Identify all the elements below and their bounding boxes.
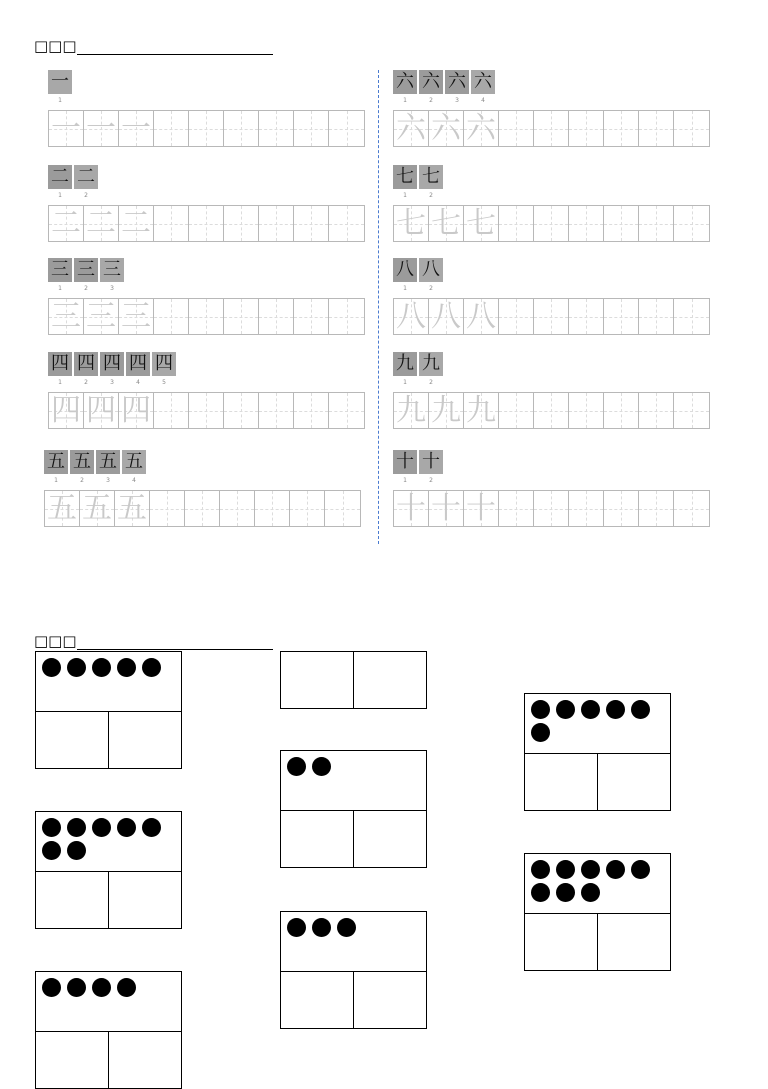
trace-character: 十: [431, 491, 461, 526]
trace-character: 五: [82, 491, 112, 526]
number-bond-box: [280, 651, 427, 709]
writing-cell[interactable]: [464, 111, 499, 146]
writing-cell[interactable]: [674, 111, 709, 146]
stroke-step: 二: [48, 165, 72, 189]
answer-cell[interactable]: [36, 712, 109, 768]
answer-row: [36, 712, 181, 768]
dot-area: [525, 694, 671, 754]
answer-cell[interactable]: [281, 652, 354, 708]
counting-dot: [117, 818, 136, 837]
writing-cell[interactable]: [499, 111, 534, 146]
counting-dot: [606, 700, 625, 719]
trace-character: 四: [51, 393, 81, 428]
writing-cell[interactable]: [294, 393, 329, 428]
writing-cell[interactable]: [394, 206, 429, 241]
trace-character: 一: [51, 111, 81, 146]
writing-cell[interactable]: [534, 299, 569, 334]
trace-character: 五: [47, 491, 77, 526]
stroke-order: [393, 352, 443, 376]
writing-cell[interactable]: [499, 393, 534, 428]
counting-dot: [67, 818, 86, 837]
stroke-step: 三: [100, 258, 124, 282]
counting-dot: [42, 818, 61, 837]
writing-cell[interactable]: [499, 299, 534, 334]
writing-cell[interactable]: [325, 491, 360, 526]
answer-row: [36, 1032, 181, 1088]
trace-character: 六: [431, 111, 461, 146]
stroke-step: 三: [48, 258, 72, 282]
stroke-number: 5: [162, 379, 166, 386]
writing-grid: [393, 110, 710, 147]
dot-area: [281, 912, 427, 972]
writing-cell[interactable]: [674, 491, 709, 526]
answer-cell[interactable]: [281, 972, 354, 1028]
writing-cell[interactable]: [429, 491, 464, 526]
writing-cell[interactable]: [464, 206, 499, 241]
number-bond-box: [524, 693, 671, 811]
writing-cell[interactable]: [84, 206, 119, 241]
stroke-number: 4: [481, 97, 485, 104]
trace-character: 五: [117, 491, 147, 526]
number-bond-box: [35, 971, 182, 1089]
writing-cell[interactable]: [429, 206, 464, 241]
writing-cell[interactable]: [569, 206, 604, 241]
counting-dot: [531, 883, 550, 902]
writing-cell[interactable]: [394, 111, 429, 146]
number-bond-box: [280, 911, 427, 1029]
stroke-number: 3: [455, 97, 459, 104]
writing-cell[interactable]: [329, 111, 364, 146]
writing-cell[interactable]: [255, 491, 290, 526]
counting-dot: [581, 883, 600, 902]
stroke-number: 1: [403, 477, 407, 484]
stroke-step: 六: [419, 70, 443, 94]
trace-character: 六: [396, 111, 426, 146]
answer-cell[interactable]: [525, 754, 598, 810]
stroke-order: [393, 450, 443, 474]
writing-cell[interactable]: [674, 393, 709, 428]
stroke-number: 1: [58, 192, 62, 199]
stroke-numbers: [393, 286, 443, 292]
dot-area: [525, 854, 671, 914]
stroke-number: 4: [136, 379, 140, 386]
name-line-top: [34, 37, 273, 55]
trace-character: 六: [466, 111, 496, 146]
stroke-numbers: [48, 286, 124, 292]
counting-dot: [531, 723, 550, 742]
writing-cell[interactable]: [294, 206, 329, 241]
stroke-number: 1: [403, 192, 407, 199]
counting-dot: [287, 918, 306, 937]
stroke-number: 1: [58, 379, 62, 386]
writing-cell[interactable]: [604, 491, 639, 526]
stroke-order: [393, 258, 443, 282]
writing-cell[interactable]: [185, 491, 220, 526]
counting-dot: [556, 700, 575, 719]
stroke-number: 2: [429, 285, 433, 292]
stroke-step: 四: [74, 352, 98, 376]
stroke-number: 3: [106, 477, 110, 484]
writing-cell[interactable]: [154, 393, 189, 428]
answer-row: [281, 972, 426, 1028]
counting-dot: [42, 658, 61, 677]
counting-dot: [606, 860, 625, 879]
stroke-numbers: [48, 193, 98, 199]
stroke-numbers: [48, 380, 176, 386]
answer-cell[interactable]: [525, 914, 598, 970]
number-bond-box: [280, 750, 427, 868]
writing-cell[interactable]: [154, 206, 189, 241]
stroke-numbers: [393, 380, 443, 386]
stroke-order: [48, 258, 124, 282]
stroke-step: 八: [419, 258, 443, 282]
writing-cell[interactable]: [84, 111, 119, 146]
header-label: □□□: [34, 632, 77, 650]
trace-character: 三: [121, 299, 151, 334]
stroke-step: 八: [393, 258, 417, 282]
stroke-number: 3: [110, 379, 114, 386]
writing-cell[interactable]: [499, 491, 534, 526]
stroke-step: 七: [393, 165, 417, 189]
trace-character: 一: [121, 111, 151, 146]
writing-cell[interactable]: [84, 299, 119, 334]
writing-cell[interactable]: [464, 393, 499, 428]
writing-cell[interactable]: [294, 111, 329, 146]
writing-cell[interactable]: [294, 299, 329, 334]
counting-dot: [581, 700, 600, 719]
header-label: □□□: [34, 37, 77, 55]
writing-cell[interactable]: [639, 393, 674, 428]
trace-character: 八: [466, 299, 496, 334]
stroke-step: 七: [419, 165, 443, 189]
writing-cell[interactable]: [189, 111, 224, 146]
answer-row: [525, 914, 670, 970]
stroke-number: 1: [54, 477, 58, 484]
answer-row: [525, 754, 670, 810]
writing-cell[interactable]: [259, 206, 294, 241]
writing-cell[interactable]: [429, 299, 464, 334]
dot-area: [281, 751, 427, 811]
stroke-number: 3: [110, 285, 114, 292]
counting-dot: [42, 978, 61, 997]
writing-cell[interactable]: [290, 491, 325, 526]
answer-cell[interactable]: [109, 712, 181, 768]
counting-dot: [92, 658, 111, 677]
counting-dot: [631, 700, 650, 719]
stroke-number: 1: [58, 285, 62, 292]
writing-grid: [48, 392, 365, 429]
name-blank: [77, 40, 273, 55]
stroke-step: 五: [44, 450, 68, 474]
writing-cell[interactable]: [224, 206, 259, 241]
writing-cell[interactable]: [224, 393, 259, 428]
writing-cell[interactable]: [329, 393, 364, 428]
stroke-step: 五: [70, 450, 94, 474]
dot-area: [36, 972, 182, 1032]
trace-character: 十: [466, 491, 496, 526]
writing-cell[interactable]: [115, 491, 150, 526]
writing-cell[interactable]: [674, 206, 709, 241]
counting-dot: [631, 860, 650, 879]
writing-cell[interactable]: [639, 299, 674, 334]
writing-cell[interactable]: [119, 206, 154, 241]
writing-cell[interactable]: [84, 393, 119, 428]
writing-cell[interactable]: [604, 299, 639, 334]
trace-character: 八: [431, 299, 461, 334]
writing-cell[interactable]: [154, 111, 189, 146]
stroke-order: [393, 165, 443, 189]
writing-cell[interactable]: [674, 299, 709, 334]
stroke-step: 一: [48, 70, 72, 94]
counting-dot: [67, 841, 86, 860]
stroke-number: 1: [58, 97, 62, 104]
answer-row: [281, 811, 426, 867]
answer-cell[interactable]: [598, 914, 670, 970]
counting-dot: [531, 860, 550, 879]
writing-cell[interactable]: [259, 393, 294, 428]
trace-character: 二: [121, 206, 151, 241]
answer-cell[interactable]: [281, 811, 354, 867]
writing-cell[interactable]: [119, 111, 154, 146]
writing-cell[interactable]: [220, 491, 255, 526]
writing-cell[interactable]: [329, 299, 364, 334]
counting-dot: [556, 860, 575, 879]
counting-dot: [42, 841, 61, 860]
writing-cell[interactable]: [639, 111, 674, 146]
writing-grid: [393, 392, 710, 429]
counting-dot: [92, 978, 111, 997]
stroke-order: [44, 450, 146, 474]
stroke-step: 九: [419, 352, 443, 376]
stroke-number: 2: [84, 379, 88, 386]
number-bond-box: [524, 853, 671, 971]
trace-character: 九: [431, 393, 461, 428]
writing-cell[interactable]: [534, 393, 569, 428]
name-line-bottom: [34, 632, 273, 650]
answer-cell[interactable]: [109, 872, 181, 928]
answer-cell[interactable]: [36, 872, 109, 928]
writing-cell[interactable]: [259, 111, 294, 146]
trace-character: 四: [86, 393, 116, 428]
writing-cell[interactable]: [49, 111, 84, 146]
writing-grid: [393, 205, 710, 242]
counting-dot: [67, 978, 86, 997]
trace-character: 十: [396, 491, 426, 526]
trace-character: 四: [121, 393, 151, 428]
writing-cell[interactable]: [329, 206, 364, 241]
trace-character: 一: [86, 111, 116, 146]
writing-cell[interactable]: [189, 299, 224, 334]
writing-cell[interactable]: [80, 491, 115, 526]
trace-character: 二: [86, 206, 116, 241]
stroke-number: 2: [429, 97, 433, 104]
writing-cell[interactable]: [394, 299, 429, 334]
stroke-step: 五: [96, 450, 120, 474]
stroke-step: 四: [48, 352, 72, 376]
dot-area: [36, 812, 182, 872]
answer-cell[interactable]: [36, 1032, 109, 1088]
answer-cell[interactable]: [598, 754, 670, 810]
counting-dot: [312, 757, 331, 776]
stroke-order: [48, 352, 176, 376]
counting-dot: [556, 883, 575, 902]
writing-cell[interactable]: [394, 491, 429, 526]
writing-cell[interactable]: [604, 111, 639, 146]
writing-cell[interactable]: [604, 206, 639, 241]
stroke-step: 四: [126, 352, 150, 376]
writing-cell[interactable]: [189, 393, 224, 428]
writing-cell[interactable]: [119, 299, 154, 334]
stroke-number: 1: [403, 379, 407, 386]
writing-cell[interactable]: [224, 299, 259, 334]
writing-cell[interactable]: [604, 393, 639, 428]
stroke-numbers: [393, 478, 443, 484]
stroke-number: 4: [132, 477, 136, 484]
counting-dot: [531, 700, 550, 719]
counting-dot: [581, 860, 600, 879]
stroke-step: 六: [445, 70, 469, 94]
stroke-numbers: [48, 98, 72, 104]
stroke-number: 1: [403, 97, 407, 104]
writing-cell[interactable]: [259, 299, 294, 334]
stroke-step: 四: [100, 352, 124, 376]
stroke-number: 2: [84, 285, 88, 292]
stroke-numbers: [44, 478, 146, 484]
trace-character: 九: [466, 393, 496, 428]
counting-dot: [142, 818, 161, 837]
writing-cell[interactable]: [464, 299, 499, 334]
writing-cell[interactable]: [394, 393, 429, 428]
trace-character: 二: [51, 206, 81, 241]
dot-area: [36, 652, 182, 712]
stroke-number: 2: [429, 192, 433, 199]
counting-dot: [117, 658, 136, 677]
answer-row: [36, 872, 181, 928]
writing-cell[interactable]: [569, 299, 604, 334]
counting-dot: [287, 757, 306, 776]
writing-cell[interactable]: [534, 206, 569, 241]
writing-grid: [48, 205, 365, 242]
divider-line: [378, 70, 379, 544]
writing-cell[interactable]: [569, 491, 604, 526]
answer-cell[interactable]: [354, 811, 426, 867]
writing-cell[interactable]: [639, 491, 674, 526]
writing-cell[interactable]: [224, 111, 259, 146]
stroke-step: 五: [122, 450, 146, 474]
writing-cell[interactable]: [49, 393, 84, 428]
writing-cell[interactable]: [569, 393, 604, 428]
stroke-numbers: [393, 98, 495, 104]
writing-grid: [48, 110, 365, 147]
writing-grid: [44, 490, 361, 527]
stroke-step: 六: [393, 70, 417, 94]
answer-row: [281, 652, 426, 708]
trace-character: 八: [396, 299, 426, 334]
writing-cell[interactable]: [49, 206, 84, 241]
name-blank: [77, 635, 273, 650]
writing-cell[interactable]: [429, 111, 464, 146]
counting-dot: [92, 818, 111, 837]
writing-cell[interactable]: [569, 111, 604, 146]
stroke-order: [48, 70, 72, 94]
stroke-number: 2: [80, 477, 84, 484]
counting-dot: [142, 658, 161, 677]
writing-cell[interactable]: [154, 299, 189, 334]
stroke-step: 十: [393, 450, 417, 474]
stroke-order: [48, 165, 98, 189]
trace-character: 九: [396, 393, 426, 428]
stroke-step: 六: [471, 70, 495, 94]
writing-cell[interactable]: [534, 111, 569, 146]
trace-character: 七: [466, 206, 496, 241]
writing-cell[interactable]: [150, 491, 185, 526]
number-bond-box: [35, 651, 182, 769]
writing-cell[interactable]: [639, 206, 674, 241]
writing-cell[interactable]: [45, 491, 80, 526]
stroke-order: [393, 70, 495, 94]
writing-cell[interactable]: [464, 491, 499, 526]
trace-character: 七: [396, 206, 426, 241]
counting-dot: [67, 658, 86, 677]
answer-cell[interactable]: [354, 972, 426, 1028]
writing-cell[interactable]: [534, 491, 569, 526]
answer-cell[interactable]: [354, 652, 426, 708]
stroke-step: 九: [393, 352, 417, 376]
writing-grid: [48, 298, 365, 335]
stroke-step: 四: [152, 352, 176, 376]
writing-cell[interactable]: [119, 393, 154, 428]
writing-cell[interactable]: [499, 206, 534, 241]
stroke-step: 十: [419, 450, 443, 474]
stroke-number: 2: [429, 477, 433, 484]
writing-cell[interactable]: [49, 299, 84, 334]
number-bond-box: [35, 811, 182, 929]
writing-grid: [393, 298, 710, 335]
trace-character: 七: [431, 206, 461, 241]
stroke-numbers: [393, 193, 443, 199]
writing-grid: [393, 490, 710, 527]
writing-cell[interactable]: [189, 206, 224, 241]
answer-cell[interactable]: [109, 1032, 181, 1088]
counting-dot: [312, 918, 331, 937]
counting-dot: [117, 978, 136, 997]
trace-character: 三: [86, 299, 116, 334]
stroke-step: 二: [74, 165, 98, 189]
stroke-number: 2: [429, 379, 433, 386]
stroke-step: 三: [74, 258, 98, 282]
stroke-number: 1: [403, 285, 407, 292]
counting-dot: [337, 918, 356, 937]
writing-cell[interactable]: [429, 393, 464, 428]
stroke-number: 2: [84, 192, 88, 199]
trace-character: 三: [51, 299, 81, 334]
